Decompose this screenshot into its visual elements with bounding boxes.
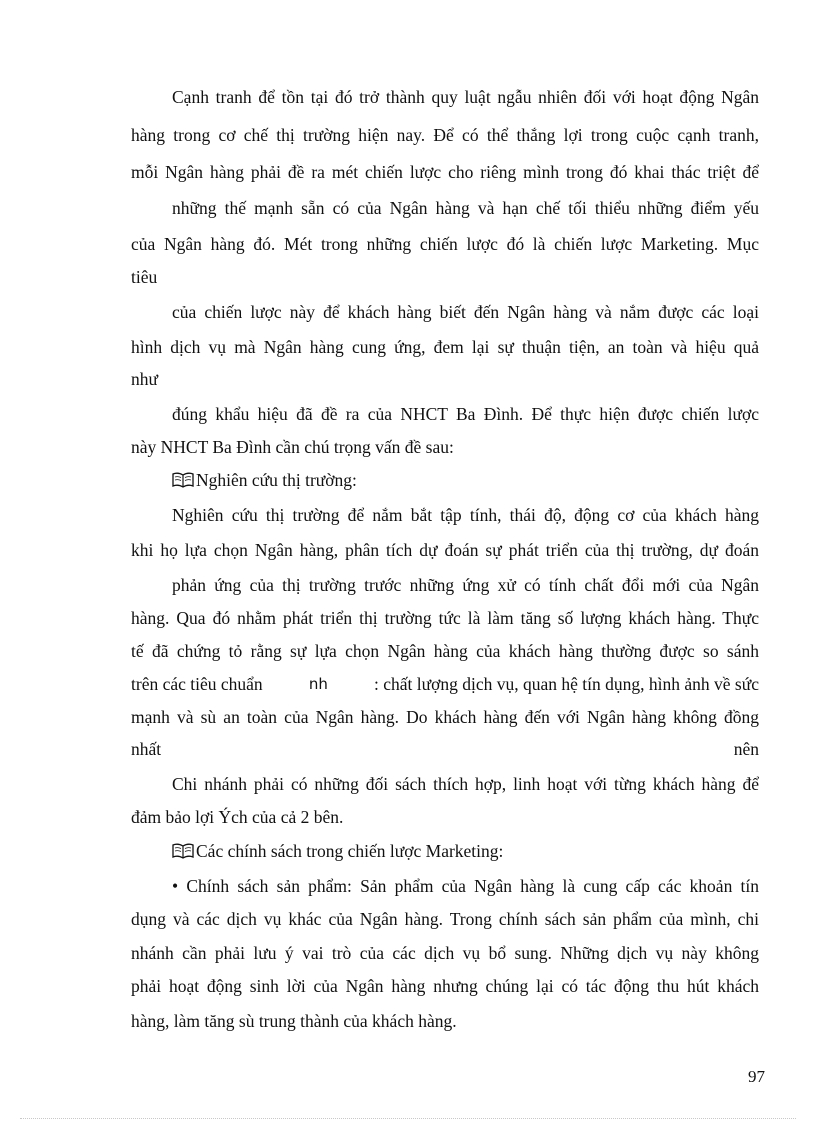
paragraph-line-split (131, 738, 759, 760)
line-segment: trên các tiêu chuẩn (131, 674, 263, 694)
paragraph-line: này NHCT Ba Đình cần chú trọng vấn đề sau: (131, 437, 454, 457)
paragraph-line-with-symbol (131, 673, 759, 695)
paragraph-line: hàng, làm tăng sù trung thành của khách hàng. (131, 1011, 457, 1031)
section-heading-text: Nghiên cứu thị trường: (196, 470, 357, 490)
line-segment: nhất (131, 739, 162, 759)
section-heading-market-research (172, 469, 759, 491)
paragraph-line: đúng khẩu hiệu đã đề ra của NHCT Ba Đình. Để thực hiện được chiến lược (172, 404, 759, 424)
paragraph-line: phản ứng của thị trường trước những ứng xử có tính chất đổi mới của Ngân (172, 575, 759, 595)
paragraph-line: mạnh và sù an toàn của Ngân hàng. Do khách hàng đến với Ngân hàng không đồng (131, 707, 759, 727)
paragraph-line: nhánh cần phải lưu ý vai trò của các dịch vụ bổ sung. Những dịch vụ này không (131, 943, 759, 963)
paragraph-line: hình dịch vụ mà Ngân hàng cung ứng, đem lại sự thuận tiện, an toàn và hiệu quả (131, 337, 759, 357)
paragraph-line: Cạnh tranh để tồn tại đó trở thành quy luật ngẫu nhiên đối với hoạt động Ngân (172, 87, 759, 107)
paragraph-line: • Chính sách sản phẩm: Sản phẩm của Ngân hàng là cung cấp các khoản tín (172, 876, 759, 896)
section-heading-text: Các chính sách trong chiến lược Marketing: (196, 841, 504, 861)
paragraph-line: như (131, 369, 158, 389)
open-book-icon (172, 843, 194, 859)
paragraph-line: tế đã chứng tỏ rằng sự lựa chọn Ngân hàng của khách hàng thường được so sánh (131, 641, 759, 661)
open-book-icon (172, 472, 194, 488)
line-segment: : chất lượng dịch vụ, quan hệ tín dụng, hình ảnh về sức (374, 674, 759, 694)
paragraph-line: phải hoạt động sinh lời của Ngân hàng nhưng chúng lại có tác động thu hút khách (131, 976, 759, 996)
paragraph-line: khi họ lựa chọn Ngân hàng, phân tích dự đoán sự phát triển của thị trường, dự đoán (131, 540, 759, 560)
paragraph-line: tiêu (131, 267, 158, 287)
paragraph-line: mỗi Ngân hàng phải đề ra mét chiến lược cho riêng mình trong đó khai thác triệt để (131, 162, 759, 182)
inline-symbol-nh: nh (308, 675, 328, 693)
paragraph-line: đảm bảo lợi Ých của cả 2 bên. (131, 807, 344, 827)
page-number: 97 (748, 1067, 765, 1086)
paragraph-line: Nghiên cứu thị trường để nắm bắt tập tính, thái độ, động cơ của khách hàng (172, 505, 759, 525)
paragraph-line: của chiến lược này để khách hàng biết đến Ngân hàng và nắm được các loại (172, 302, 759, 322)
paragraph-line: dụng và các dịch vụ khác của Ngân hàng. Trong chính sách sản phẩm của mình, chi (131, 909, 759, 929)
paragraph-line: của Ngân hàng đó. Mét trong những chiến lược đó là chiến lược Marketing. Mục (131, 234, 759, 254)
paragraph-line: hàng. Qua đó nhằm phát triển thị trường tức là làm tăng số lượng khách hàng. Thực (131, 608, 759, 628)
paragraph-line: Chi nhánh phải có những đối sách thích hợp, linh hoạt với từng khách hàng để (172, 774, 759, 794)
page-bottom-divider (20, 1118, 796, 1119)
section-heading-marketing-policies (172, 840, 759, 862)
paragraph-line: hàng trong cơ chế thị trường hiện nay. Để có thể thắng lợi trong cuộc cạnh tranh, (131, 125, 759, 145)
paragraph-line: những thế mạnh sẵn có của Ngân hàng và hạn chế tối thiểu những điểm yếu (172, 198, 759, 218)
line-segment: nên (733, 739, 759, 759)
